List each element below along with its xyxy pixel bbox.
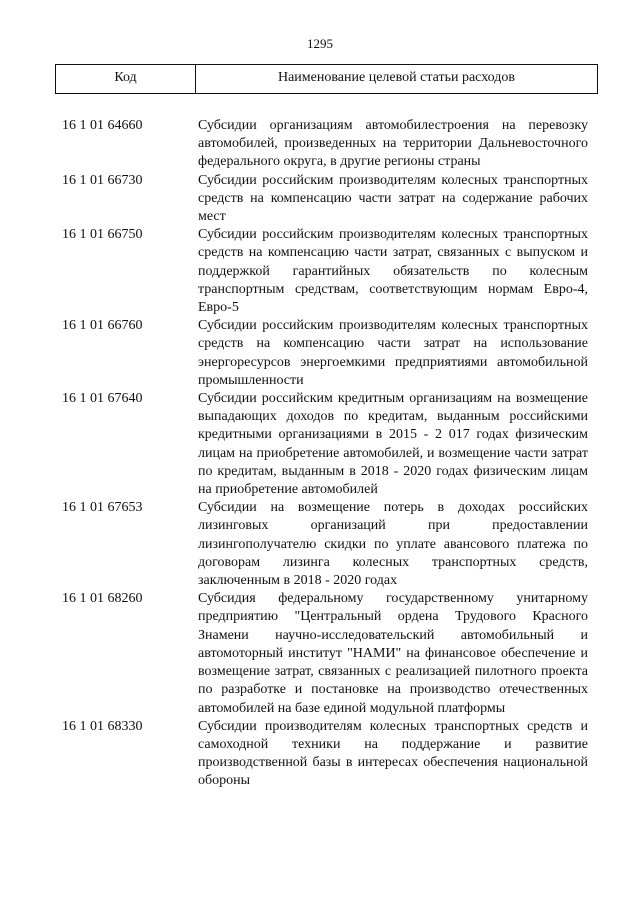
entry-code: 16 1 01 66760 (62, 318, 143, 334)
header-code-label: Код (114, 70, 137, 85)
entry-code: 16 1 01 64660 (62, 118, 143, 133)
entry-row (62, 172, 588, 227)
entry-code: 16 1 01 68260 (62, 591, 143, 607)
entry-description: Субсидии организациям автомобилестроения на перевозку автомобилей, произведенных на территории Дальневосточного федерального округа, в другие регионы страны (198, 118, 588, 170)
entry-row (62, 117, 588, 172)
entry-row (62, 226, 588, 317)
entry-description: Субсидии на возмещение потерь в доходах российских лизинговых организаций при предоставлении лизингополучателю скидки по уплате авансового платежа по договорам лизинга колесных транспортных средств, заключенным в 2018 - 2020 годах (198, 500, 588, 589)
entries-list (62, 117, 588, 791)
table-header (55, 64, 598, 94)
entry-description: Субсидии российским производителям колесных транспортных средств на компенсацию части затрат, связанных с выпуском и поддержкой гарантийных обязательств по колесным транспортным средствам, соответствующим нормам Евро-4, Евро-5 (198, 227, 588, 316)
entry-description: Субсидии производителям колесных транспортных средств и самоходной техники на поддержание и развитие производственной базы в интересах обеспечения национальной обороны (198, 718, 588, 789)
entry-code: 16 1 01 68330 (62, 718, 143, 734)
entry-code: 16 1 01 67640 (62, 391, 143, 407)
entry-row (62, 590, 588, 717)
entry-description: Субсидии российским производителям колесных транспортных средств на компенсацию части затрат на использование энергоресурсов энергоемкими предприятиями автомобильной промышленности (198, 318, 588, 388)
entry-description: Субсидии российским производителям колесных транспортных средств на компенсацию части затрат на содержание рабочих мест (198, 172, 588, 225)
header-code-cell (56, 65, 196, 93)
entry-row (62, 718, 588, 791)
header-name-label: Наименование целевой статьи расходов (277, 70, 516, 85)
entry-row (62, 390, 588, 499)
entry-code: 16 1 01 66750 (62, 227, 143, 243)
entry-row (62, 499, 588, 590)
entry-row (62, 317, 588, 390)
header-name-cell (196, 65, 597, 93)
entry-description: Субсидия федеральному государственному унитарному предприятию "Центральный ордена Трудового Красного Знамени научно-исследовательский автомобильный и автомоторный институт "НАМИ" на финансовое обеспечение и возмещение затрат, связанных с реализацией пилотного проекта по разработке и постановке на производство отечественных автомобилей на базе единой модульной платформы (198, 591, 588, 716)
entry-code: 16 1 01 66730 (62, 172, 143, 188)
entry-code: 16 1 01 67653 (62, 500, 143, 516)
entry-description: Субсидии российским кредитным организациям на возмещение выпадающих доходов по кредитам, выданным российскими кредитными организациями в 2015 - 2 017 годах физическим лицам на приобретение автомобилей, и возмещение части затрат по кредитам, выданным в 2018 - 2020 годах физическим лицам на приобретение автомобилей (198, 391, 588, 498)
page-number: 1295 (307, 36, 333, 51)
